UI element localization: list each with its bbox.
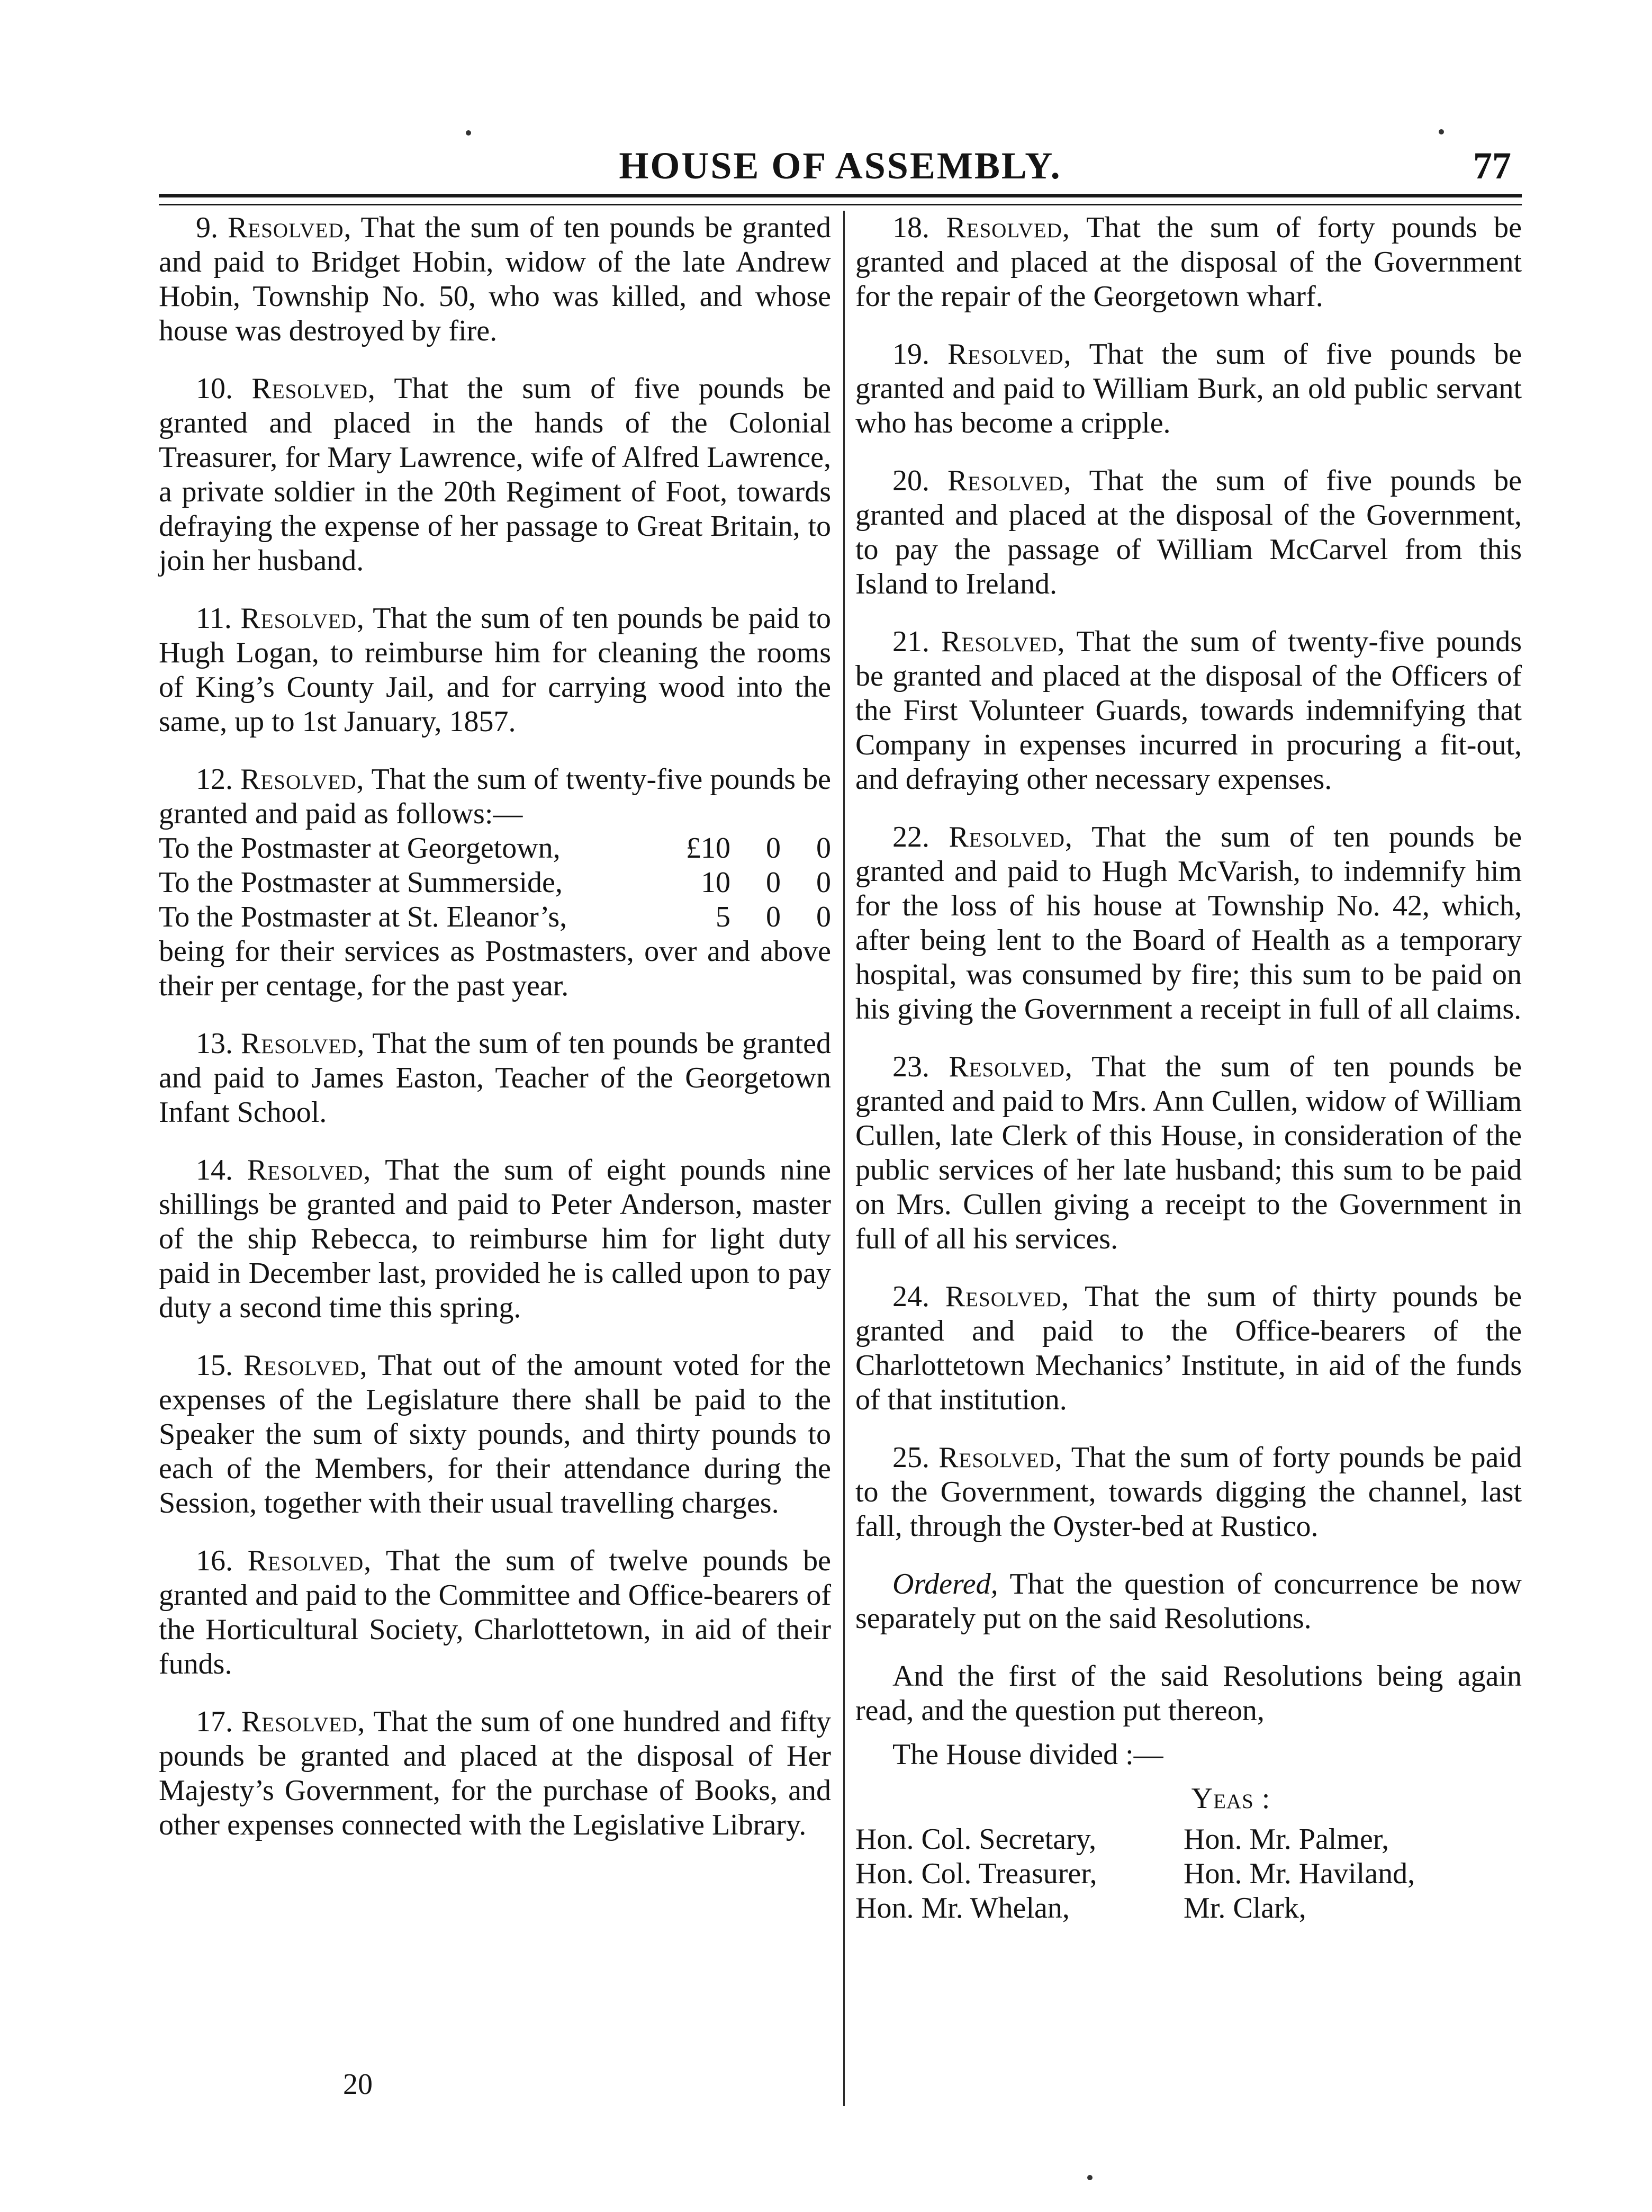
right-column (855, 211, 1522, 1926)
resolution-19: 19. Resolved, That the sum of five pounds be granted and paid to William Burk, an old public servant who has become a cripple. (855, 338, 1522, 439)
header-rule-thick (159, 194, 1522, 197)
vote-name: Hon. Mr. Whelan, (855, 1892, 1070, 1925)
resolution-10: 10. Resolved, That the sum of five pounds be granted and placed in the hands of the Colonial Treasurer, for Mary Lawrence, wife of Alfred Lawrence, a private soldier in the 20th Regiment of Foot, towards defraying the expense of her passage to Great Britain, to join her husband. (159, 372, 832, 577)
speck-mark (1087, 2175, 1093, 2180)
resolution-13: 13. Resolved, That the sum of ten pounds be granted and paid to James Easton, Teacher of the Georgetown Infant School. (159, 1027, 831, 1129)
vote-name: Hon. Mr. Haviland, (1184, 1857, 1415, 1890)
resolution-12: 12. Resolved, That the sum of twenty-five pounds be granted and paid as follows:— To the Postmaster at Georgetown, £10 0 0 To the Postmaster at Summerside, 10 0 0 To the Postmaster at St. Eleanor’s, 5 0 0 being for their services as Postmasters, over and above their per centage, for the past year. (159, 763, 832, 1002)
printer-signature: 20 (343, 2068, 373, 2101)
resolution-16: 16. Resolved, That the sum of twelve pounds be granted and paid to the Committee and Office-bearers of the Horticultural Society, Charlottetown, in aid of their funds. (159, 1544, 831, 1680)
resolution-11: 11. Resolved, That the sum of ten pounds be paid to Hugh Logan, to reimburse him for cleaning the rooms of King’s County Jail, and for carrying wood into the same, up to 1st January, 1857. (159, 602, 832, 738)
left-column (159, 211, 831, 1866)
resolution-18: 18. Resolved, That the sum of forty pounds be granted and placed at the disposal of the Government for the repair of the Georgetown wharf. (855, 211, 1522, 313)
yeas-heading: Yeas : (1191, 1782, 1271, 1815)
resolution-24: 24. Resolved, That the sum of thirty pounds be granted and paid to the Office-bearers of the Charlottetown Mechanics’ Institute, in aid of the funds of that institution. (855, 1280, 1522, 1416)
page-title: HOUSE OF ASSEMBLY. (619, 145, 1062, 187)
postmaster-line: To the Postmaster at St. Eleanor’s, 5 0 0 (159, 901, 831, 933)
speck-mark (1439, 129, 1444, 134)
page-header (159, 144, 1522, 195)
postmaster-line: To the Postmaster at Georgetown, £10 0 0 (159, 832, 831, 865)
house-divided: The House divided :— (892, 1738, 1163, 1771)
resolution-25: 25. Resolved, That the sum of forty pounds be paid to the Government, towards digging the channel, last fall, through the Oyster-bed at Rustico. (855, 1441, 1522, 1543)
ordered-paragraph: Ordered, That the question of concurrence be now separately put on the said Resolutions. (855, 1568, 1522, 1635)
resolution-17: 17. Resolved, That the sum of one hundred and fifty pounds be granted and placed at the disposal of Her Majesty’s Government, for the purchase of Books, and other expenses connected with the Legislative Library. (159, 1705, 832, 1841)
first-resolution-read: And the first of the said Resolutions being again read, and the question put thereon, (855, 1660, 1522, 1727)
resolution-9: 9. Resolved, That the sum of ten pounds be granted and paid to Bridget Hobin, widow of the late Andrew Hobin, Township No. 50, who was killed, and whose house was destroyed by fire. (159, 211, 831, 347)
header-rule-thin (159, 204, 1522, 205)
vote-name: Hon. Col. Secretary, (855, 1823, 1097, 1856)
yeas-list (855, 1822, 1522, 1926)
resolution-23: 23. Resolved, That the sum of ten pounds be granted and paid to Mrs. Ann Cullen, widow of William Cullen, late Clerk of this House, in consideration of the public services of her late husband; this sum to be paid on Mrs. Cullen giving a receipt to the Government in full of all his services. (855, 1050, 1522, 1255)
vote-name: Hon. Col. Treasurer, (855, 1857, 1097, 1890)
postmaster-line: To the Postmaster at Summerside, 10 0 0 (159, 866, 831, 899)
vote-name: Hon. Mr. Palmer, (1184, 1823, 1389, 1856)
resolution-14: 14. Resolved, That the sum of eight pounds nine shillings be granted and paid to Peter Anderson, master of the ship Rebecca, to reimburse him for light duty paid in December last, provided he is called upon to pay duty a second time this spring. (159, 1154, 832, 1324)
speck-mark (466, 130, 471, 136)
vote-name: Mr. Clark, (1184, 1892, 1306, 1925)
resolution-21: 21. Resolved, That the sum of twenty-five pounds be granted and placed at the disposal of the Officers of the First Volunteer Guards, towards indemnifying that Company in expenses incurred in procuring a fit-out, and defraying other necessary expenses. (855, 625, 1522, 796)
resolution-22: 22. Resolved, That the sum of ten pounds be granted and paid to Hugh McVarish, to indemnify him for the loss of his house at Township No. 42, which, after being lent to the Board of Health as a temporary hospital, was consumed by fire; this sum to be paid on his giving the Government a receipt in full of all claims. (855, 821, 1522, 1026)
resolution-15: 15. Resolved, That out of the amount voted for the expenses of the Legislature there shall be paid to the Speaker the sum of sixty pounds, and thirty pounds to each of the Members, for their attendance during the Session, together with their usual travelling charges. (159, 1349, 832, 1519)
column-divider (843, 211, 845, 2106)
resolution-20: 20. Resolved, That the sum of five pounds be granted and placed at the disposal of the Government, to pay the passage of William McCarvel from this Island to Ireland. (855, 464, 1522, 600)
page-number: 77 (1473, 145, 1511, 187)
